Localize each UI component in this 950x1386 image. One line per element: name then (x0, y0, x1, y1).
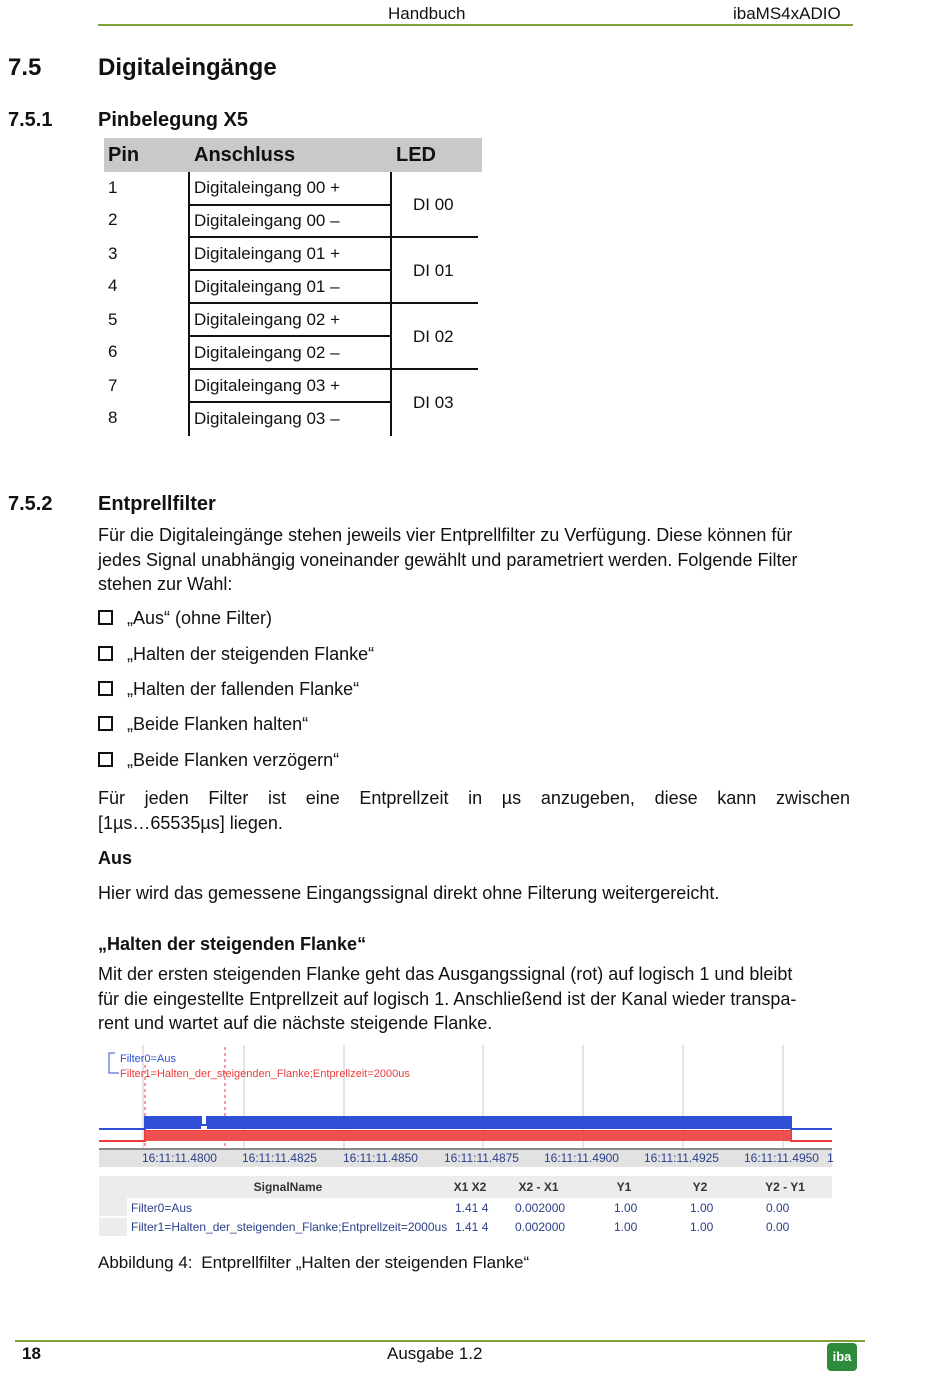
text-line: Für jeden Filter ist eine Entprellzeit in µs anzugeben, diese kann zwischen (98, 788, 850, 808)
red-signal-fill (145, 1131, 791, 1141)
anschluss-cell: Digitaleingang 03 + (194, 376, 341, 395)
table-rule (188, 204, 392, 206)
figure-caption (98, 1253, 529, 1273)
header-product: ibaMS4xADIO (733, 4, 841, 23)
led-cell: DI 02 (413, 327, 454, 346)
grid-cell[interactable]: Filter0=Aus (131, 1201, 193, 1215)
pin-cell: 1 (108, 178, 118, 197)
time-paragraph (98, 786, 850, 835)
bullet-item (98, 608, 272, 629)
bullet-text: „Halten der fallenden Flanke“ (127, 679, 360, 699)
grid-cell: 1.00 (690, 1201, 714, 1215)
pin-cell: 5 (108, 310, 118, 329)
signal-figure (99, 1045, 832, 1242)
subsection-number: 7.5.1 (8, 109, 53, 131)
led-cell: DI 00 (413, 195, 454, 214)
blue-signal-fill (145, 1117, 201, 1129)
pin-table (104, 138, 478, 436)
section-number: 7.5 (8, 54, 42, 81)
text-line: stehen zur Wahl: (98, 574, 233, 594)
time-tick: 16:11:11.4875 (444, 1151, 519, 1165)
grid-cell: 1.41 4 (455, 1220, 489, 1234)
section-title: Digitaleingänge (98, 54, 277, 81)
aus-text: Hier wird das gemessene Eingangssignal direkt ohne Filterung weitergereicht. (98, 883, 720, 903)
time-tick: 16:11:11.4925 (644, 1151, 719, 1165)
grid-cell: 1.41 4 (455, 1201, 489, 1215)
anschluss-header: Anschluss (190, 138, 392, 172)
page-number: 18 (22, 1344, 41, 1363)
led-cell: DI 01 (413, 261, 454, 280)
halten-paragraph (98, 962, 858, 1036)
table-rule (188, 401, 392, 403)
text-line: Für die Digitaleingänge stehen jeweils vier Entprellfilter zu Verfügung. Diese können für (98, 525, 793, 545)
text-line: [1µs…65535µs] liegen. (98, 812, 283, 833)
pin-header: Pin (104, 138, 192, 172)
legend-filter0: Filter0=Aus (120, 1053, 176, 1065)
legend-filter1: Filter1=Halten_der_steigenden_Flanke;Entprellzeit=2000us (120, 1068, 410, 1080)
led-header: LED (392, 138, 482, 172)
edition-label: Ausgabe 1.2 (387, 1344, 483, 1363)
grid-cell: 0.002000 (515, 1220, 566, 1234)
footer-rule (15, 1340, 865, 1342)
grid-cell: 0.00 (766, 1201, 790, 1215)
anschluss-cell: Digitaleingang 03 – (194, 409, 340, 428)
time-tick: 1 (827, 1151, 834, 1165)
grid-cell: 1.00 (614, 1201, 638, 1215)
grid-cell: 0.00 (766, 1220, 790, 1234)
iba-logo: iba (827, 1343, 857, 1371)
table-rule (188, 302, 478, 304)
intro-paragraph (98, 523, 858, 597)
grid-corner (99, 1176, 127, 1198)
grid-cell: 1.00 (614, 1220, 638, 1234)
table-divider (188, 172, 190, 436)
checkbox-bullet-icon (98, 752, 113, 767)
anschluss-cell: Digitaleingang 02 + (194, 310, 341, 329)
anschluss-cell: Digitaleingang 00 + (194, 178, 341, 197)
row-header (99, 1198, 127, 1216)
grid-header: Y2 (662, 1176, 738, 1198)
grid-header: Y1 (586, 1176, 662, 1198)
pin-cell: 3 (108, 244, 118, 263)
text-line: jedes Signal unabhängig voneinander gewählt und parametriert werden. Folgende Filter (98, 549, 798, 570)
pin-cell: 2 (108, 210, 118, 229)
grid-header: X1 X2 (449, 1176, 491, 1198)
subsection-title: Entprellfilter (98, 493, 216, 515)
signal-plot (99, 1045, 832, 1148)
bullet-item (98, 750, 339, 771)
legend-bracket (109, 1053, 119, 1073)
anschluss-cell: Digitaleingang 01 – (194, 277, 340, 296)
text-line: Mit der ersten steigenden Flanke geht das Ausgangssignal (rot) auf logisch 1 und bleibt (98, 964, 793, 984)
time-tick: 16:11:11.4900 (544, 1151, 619, 1165)
table-rule (188, 335, 392, 337)
table-divider (390, 172, 392, 436)
bullet-item (98, 679, 359, 700)
pin-cell: 7 (108, 376, 118, 395)
grid-cell: 0.002000 (515, 1201, 566, 1215)
grid-header: SignalName (127, 1176, 449, 1198)
pin-cell: 6 (108, 342, 118, 361)
anschluss-cell: Digitaleingang 01 + (194, 244, 341, 263)
blue-signal-fill (207, 1117, 791, 1129)
checkbox-bullet-icon (98, 646, 113, 661)
time-tick: 16:11:11.4850 (343, 1151, 418, 1165)
checkbox-bullet-icon (98, 681, 113, 696)
subsection-number: 7.5.2 (8, 493, 53, 515)
header-title: Handbuch (388, 4, 466, 23)
table-rule (188, 368, 478, 370)
grid-header: Y2 - Y1 (738, 1176, 832, 1198)
signal-chart (99, 1045, 832, 1148)
caption-label: Abbildung 4: (98, 1253, 193, 1272)
pin-cell: 8 (108, 408, 118, 427)
pin-cell: 4 (108, 276, 118, 295)
grid-cell[interactable]: Filter1=Halten_der_steigenden_Flanke;Entprellzeit=2000us (131, 1220, 448, 1234)
bullet-item (98, 644, 374, 665)
bullet-text: „Halten der steigenden Flanke“ (127, 644, 375, 664)
signal-grid (99, 1176, 832, 1240)
bullet-text: „Beide Flanken verzögern“ (127, 750, 340, 770)
row-header (99, 1218, 127, 1236)
text-line: rent und wartet auf die nächste steigende Flanke. (98, 1013, 493, 1033)
grid-header: X2 - X1 (491, 1176, 586, 1198)
header-rule (98, 24, 853, 26)
halten-heading: „Halten der steigenden Flanke“ (98, 934, 367, 954)
anschluss-cell: Digitaleingang 02 – (194, 343, 340, 362)
time-axis (99, 1148, 832, 1167)
checkbox-bullet-icon (98, 716, 113, 731)
grid-cell: 1.00 (690, 1220, 714, 1234)
bullet-text: „Beide Flanken halten“ (127, 714, 309, 734)
text-line: für die eingestellte Entprellzeit auf logisch 1. Anschließend ist der Kanal wieder transpa- (98, 988, 797, 1009)
time-tick: 16:11:11.4950 (744, 1151, 819, 1165)
table-rule (188, 269, 392, 271)
anschluss-cell: Digitaleingang 00 – (194, 211, 340, 230)
table-rule (188, 236, 478, 238)
led-cell: DI 03 (413, 393, 454, 412)
caption-text: Entprellfilter „Halten der steigenden Flanke“ (201, 1253, 530, 1272)
checkbox-bullet-icon (98, 610, 113, 625)
aus-heading: Aus (98, 848, 133, 868)
subsection-title: Pinbelegung X5 (98, 109, 249, 131)
bullet-item (98, 714, 308, 735)
time-tick: 16:11:11.4825 (242, 1151, 317, 1165)
time-tick: 16:11:11.4800 (142, 1151, 217, 1165)
bullet-text: „Aus“ (ohne Filter) (127, 608, 273, 628)
